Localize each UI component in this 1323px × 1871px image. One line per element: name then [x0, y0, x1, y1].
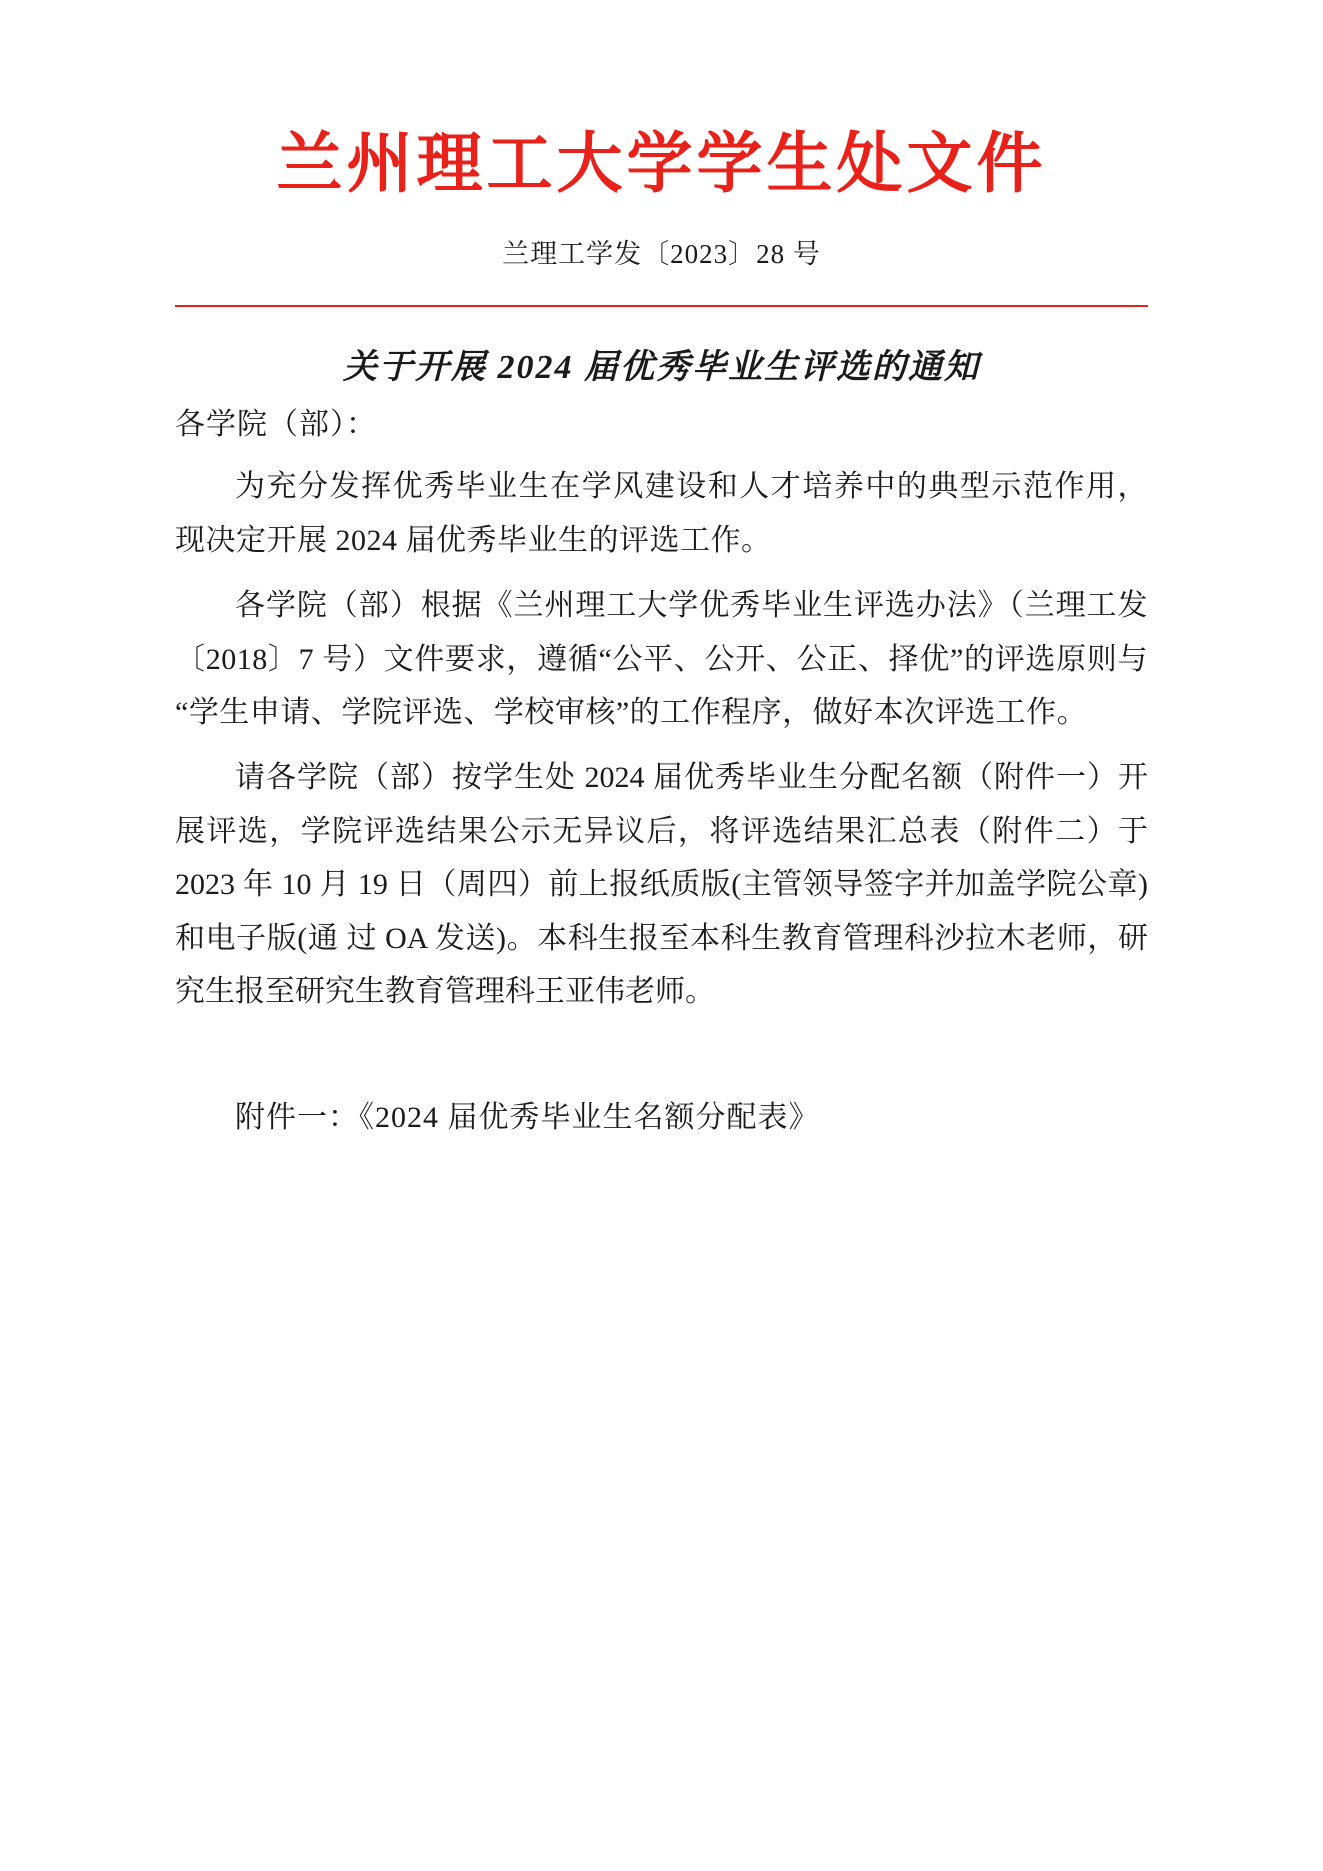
- document-subject: 关于开展 2024 届优秀毕业生评选的通知: [343, 348, 980, 386]
- page-title: 兰州理工大学学生处文件: [276, 128, 1047, 201]
- paragraph: 为充分发挥优秀毕业生在学风建设和人才培养中的典型示范作用，现决定开展 2024 届优秀毕业生的评选工作。: [175, 470, 1148, 557]
- paragraph: 各学院（部）根据《兰州理工大学优秀毕业生评选办法》（兰理工发〔2018〕7 号）文件要求，遵循“公平、公开、公正、择优”的评选原则与“学生申请、学院评选、学校审核”的工作程序，做好本次评选工作。: [175, 589, 1148, 729]
- attachment-reference: 附件一：《2024 届优秀毕业生名额分配表》: [235, 1101, 820, 1135]
- document-number: 兰理工学发〔2023〕28 号: [502, 238, 821, 269]
- paragraph: 请各学院（部）按学生处 2024 届优秀毕业生分配名额（附件一）开展评选，学院评选结果公示无异议后，将评选结果汇总表（附件二）于 2023 年 10 月 19 日（周四）前上报纸质版(主管领导签字并加盖学院公章)和电子版(通 过 OA 发送)。本科生报至本科生教育管理科沙拉木老师，研究生报至研究生教育管理科王亚伟老师。: [175, 761, 1148, 1008]
- salutation: 各学院（部）：: [175, 407, 377, 441]
